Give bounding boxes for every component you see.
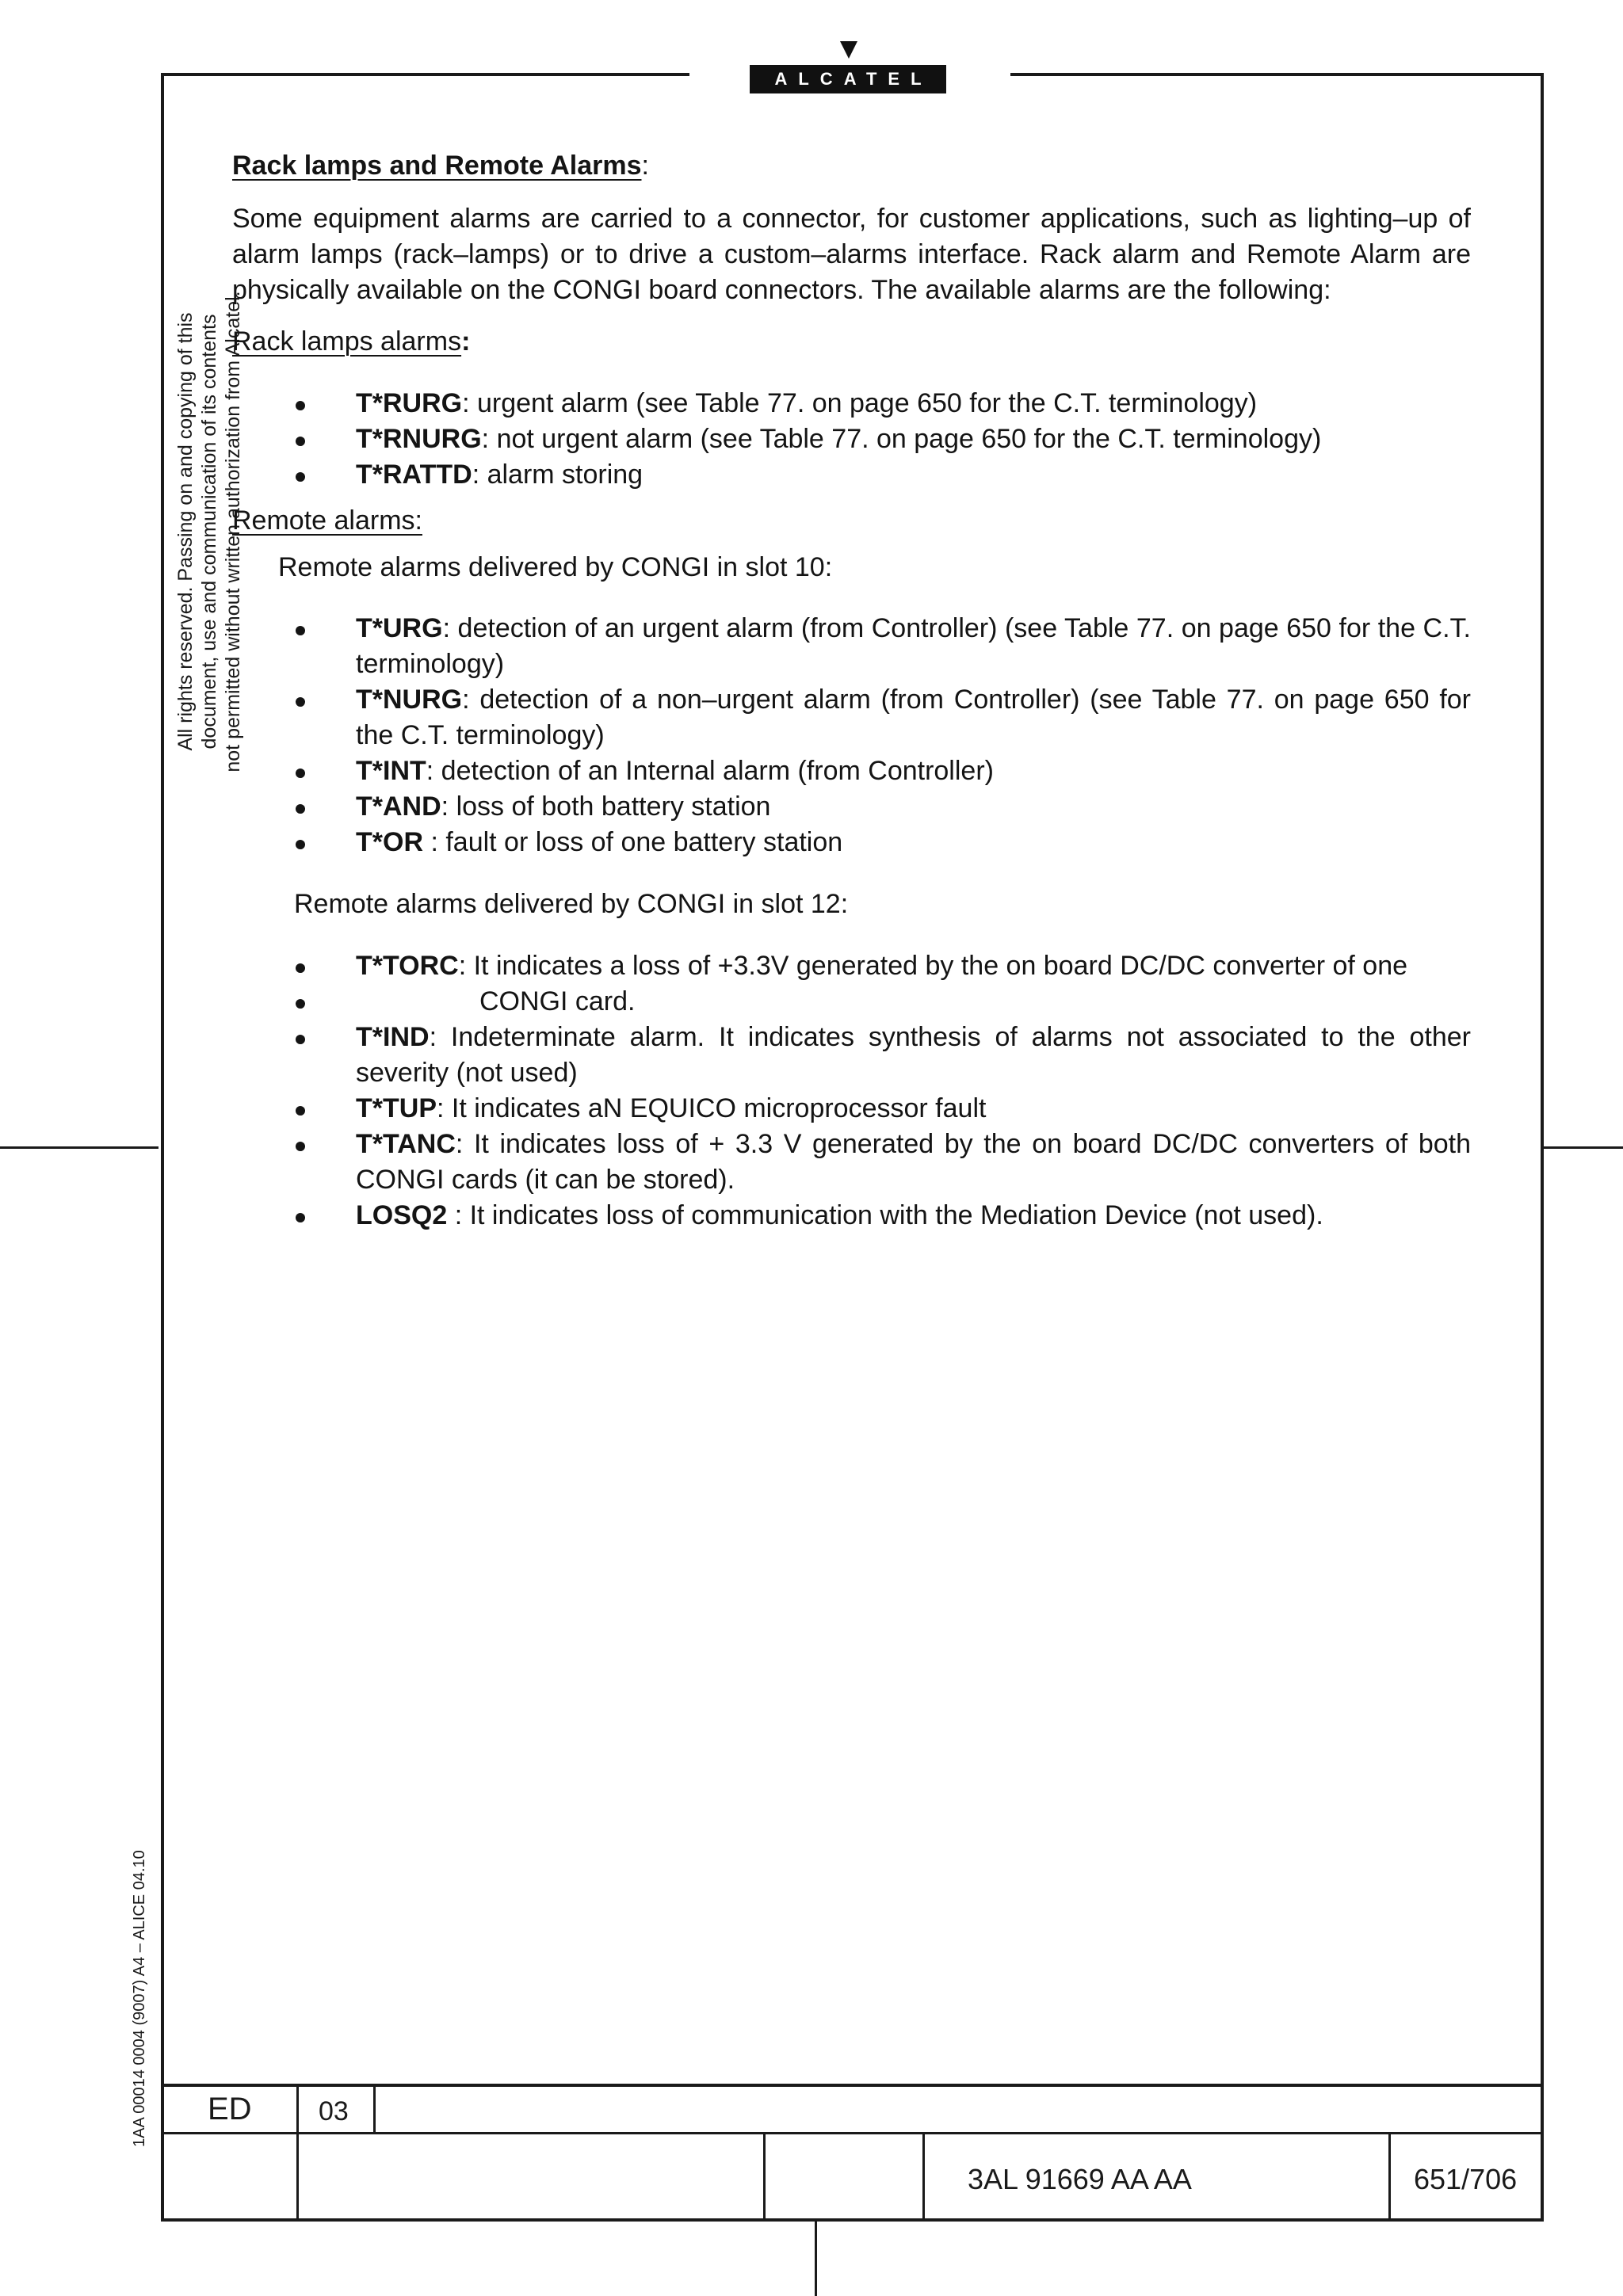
list-item (232, 825, 1471, 860)
list-item (232, 753, 1471, 789)
list-item (232, 386, 1471, 421)
alarm-description: : It indicates a loss of +3.3V generated by the on board DC/DC converter of one (458, 951, 1408, 981)
list-item (232, 1127, 1471, 1198)
bullet-icon (296, 697, 305, 707)
document-number: 3AL 91669 AA AA (968, 2163, 1192, 2195)
alarm-description: : detection of a non–urgent alarm (from Controller) (see Table 77. on page 650 for the C.T. terminology) (356, 685, 1471, 750)
alarm-term: T*IND (356, 1022, 430, 1052)
bullet-icon (296, 999, 305, 1009)
list-item (232, 1198, 1471, 1234)
bullet-icon (296, 1106, 305, 1116)
alarm-term: T*INT (356, 756, 426, 786)
list-item (232, 948, 1471, 984)
list-item (232, 457, 1471, 493)
bullet-icon (296, 437, 305, 446)
slot12-list (232, 948, 1471, 1234)
intro-paragraph: Some equipment alarms are carried to a connector, for customer applications, such as lighting–up of alarm lamps (rack–lamps) or to drive a custom–alarms interface. Rack alarm and Remote Alarm are physically available on the CONGI board connectors. The available alarms are the following: (232, 204, 1471, 305)
alarm-description: CONGI card. (479, 986, 636, 1016)
alarm-term: T*TORC (356, 951, 459, 981)
alarm-term: T*AND (356, 791, 441, 822)
alarm-term: T*OR (356, 827, 423, 857)
bullet-icon (296, 472, 305, 482)
alarm-term: T*RATTD (356, 460, 472, 490)
alarm-term: T*TANC (356, 1129, 456, 1159)
alarm-term: T*RURG (356, 388, 463, 418)
bottom-tick (815, 2222, 817, 2296)
section-title: Rack lamps and Remote Alarms: (232, 151, 649, 181)
page-number: 651/706 (1414, 2163, 1518, 2195)
edition-value: 03 (319, 2096, 349, 2126)
rack-lamps-list (232, 386, 1471, 493)
remote-alarms-heading: Remote alarms: (232, 505, 422, 536)
footer-top-line (161, 2084, 1544, 2087)
footer-mid-line (161, 2132, 1544, 2134)
bullet-icon (296, 840, 305, 849)
alarm-term: T*RNURG (356, 424, 482, 454)
bullet-icon (296, 1035, 305, 1044)
alarm-description: : not urgent alarm (see Table 77. on page 650 for the C.T. terminology) (481, 424, 1322, 454)
frame-top-left (161, 73, 689, 76)
list-item (232, 421, 1471, 457)
footer-div-1 (296, 2084, 299, 2222)
alarm-description: : loss of both battery station (441, 791, 771, 822)
edition-label: ED (208, 2092, 252, 2126)
bullet-icon (296, 401, 305, 410)
alarm-term: T*NURG (356, 685, 463, 715)
form-code: 1AA 00014 0004 (9007) A4 – ALICE 04.10 (131, 1850, 148, 2147)
alcatel-logo: ALCATEL (750, 65, 946, 93)
alarm-term: T*URG (356, 613, 443, 643)
left-tick (0, 1146, 158, 1149)
bullet-icon (296, 1142, 305, 1151)
list-item (232, 984, 1471, 1020)
footer-div-4 (1388, 2133, 1391, 2222)
frame-bottom (161, 2218, 1544, 2222)
alarm-description: : urgent alarm (see Table 77. on page 650 for the C.T. terminology) (462, 388, 1258, 418)
bullet-icon (296, 804, 305, 814)
footer-div-3 (922, 2133, 925, 2222)
rack-lamps-heading: Rack lamps alarms: (232, 326, 471, 357)
rights-notice: All rights reserved. Passing on and copying of this document, use and communication of its contents not permitted without written authorization from Alcatel. (174, 291, 244, 772)
alarm-description: : It indicates loss of + 3.3 V generated by the on board DC/DC converters of both CONGI cards (it can be stored). (356, 1129, 1471, 1195)
slot10-list (232, 611, 1471, 860)
bullet-icon (296, 963, 305, 973)
slot12-intro: Remote alarms delivered by CONGI in slot 12: (294, 889, 849, 919)
bullet-icon (296, 626, 305, 635)
list-item (232, 1020, 1471, 1091)
list-item (232, 1091, 1471, 1127)
alarm-description: : It indicates aN EQUICO microprocessor fault (437, 1093, 987, 1123)
right-tick (1544, 1146, 1623, 1149)
alarm-description: : alarm storing (472, 460, 643, 490)
main-content (232, 143, 1471, 1234)
logo-triangle-icon (840, 41, 857, 59)
alarm-term: T*TUP (356, 1093, 437, 1123)
alarm-term: LOSQ2 (356, 1200, 448, 1230)
frame-top-right (1010, 73, 1544, 76)
alarm-description: : It indicates loss of communication with the Mediation Device (not used). (447, 1200, 1323, 1230)
bullet-icon (296, 769, 305, 778)
alarm-description: : detection of an Internal alarm (from Controller) (426, 756, 994, 786)
list-item (232, 789, 1471, 825)
list-item (232, 682, 1471, 753)
alarm-description: : detection of an urgent alarm (from Controller) (see Table 77. on page 650 for the C.T. terminology) (356, 613, 1471, 679)
alarm-description: : fault or loss of one battery station (423, 827, 843, 857)
footer-div-ed (373, 2084, 376, 2133)
alarm-description: : Indeterminate alarm. It indicates synthesis of alarms not associated to the other severity (not used) (356, 1022, 1471, 1088)
slot10-intro: Remote alarms delivered by CONGI in slot 10: (278, 552, 833, 582)
footer-div-2 (763, 2133, 766, 2222)
bullet-icon (296, 1213, 305, 1222)
frame-left (161, 73, 164, 2222)
list-item (232, 611, 1471, 682)
